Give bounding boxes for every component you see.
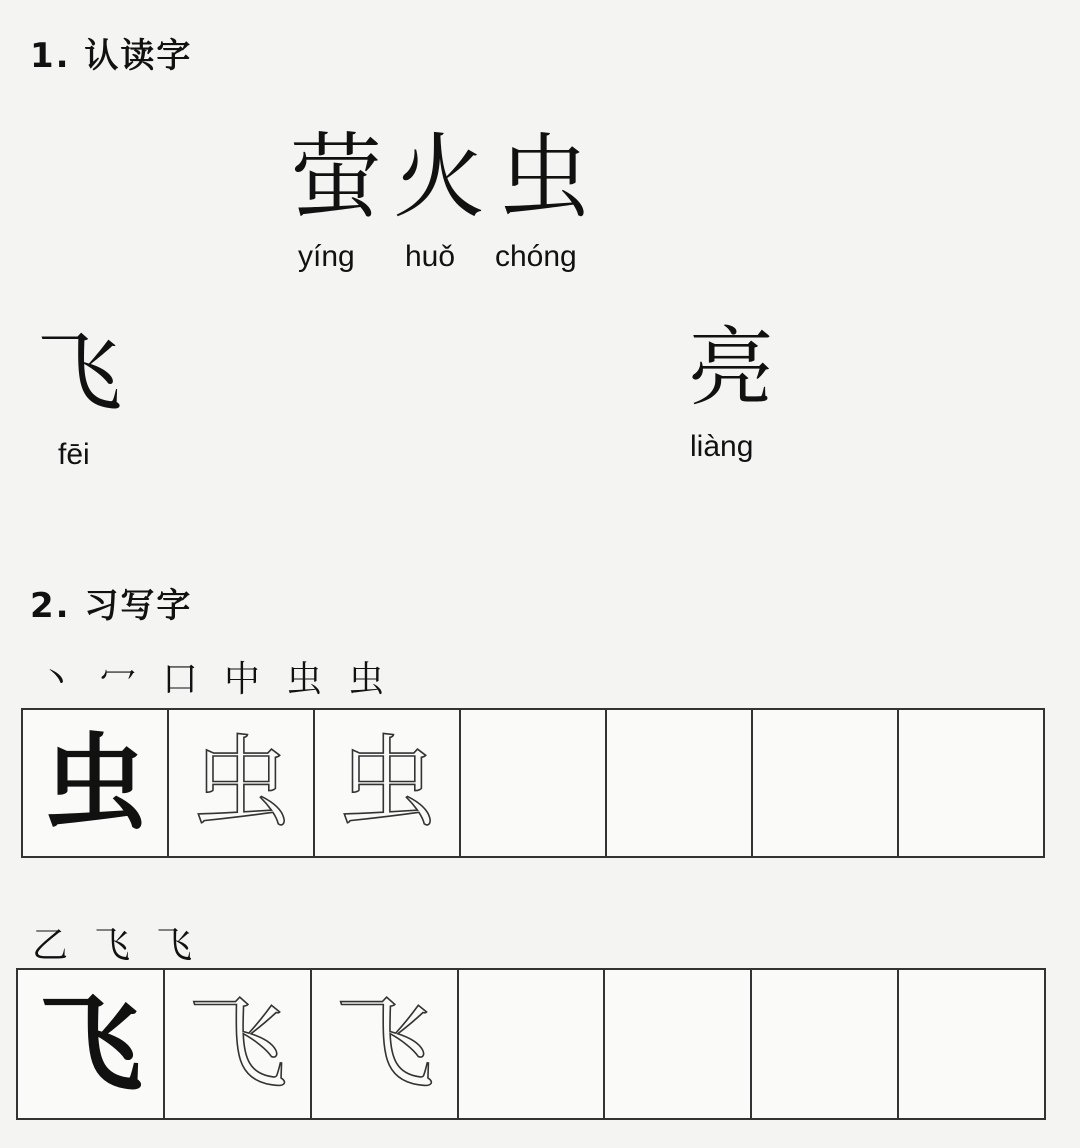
writing-grid-chong [21,708,1045,858]
word-char-3: 虫 [498,124,591,231]
trace-character: 飞 [187,985,288,1102]
trace-cell[interactable] [315,710,461,856]
blank-cell[interactable] [607,710,753,856]
single-pinyin-fei: fēi [58,438,90,471]
blank-cell[interactable] [752,970,899,1118]
stroke-step: 虫 [348,659,385,700]
stroke-order-chong [38,659,410,700]
stroke-step: 中 [224,659,261,700]
blank-cell[interactable] [899,970,1044,1118]
single-pinyin-liang: liàng [690,430,754,463]
trace-cell[interactable] [165,970,312,1118]
stroke-order-fei [32,925,218,966]
writing-grid-fei [16,968,1046,1120]
model-cell [18,970,165,1118]
blank-cell[interactable] [459,970,606,1118]
model-character: 飞 [38,982,143,1105]
model-cell [23,710,169,856]
stroke-step: 乙 [32,925,69,966]
stroke-step: 虫 [286,659,323,700]
blank-cell[interactable] [461,710,607,856]
single-char-fei: 飞 [36,323,122,423]
word-pinyin-3: chóng [495,240,577,273]
blank-cell[interactable] [753,710,899,856]
word-pinyin-2: huǒ [405,240,456,273]
model-character: 虫 [42,721,147,844]
trace-cell[interactable] [312,970,459,1118]
stroke-step: 飞 [94,925,131,966]
word-char-1: 萤 [290,124,383,231]
trace-cell[interactable] [169,710,315,856]
trace-character: 飞 [334,985,435,1102]
stroke-step: 飞 [156,925,193,966]
word-pinyin-1: yíng [298,240,355,273]
blank-cell[interactable] [605,970,752,1118]
stroke-step: 丶 [38,659,75,700]
stroke-step: 冖 [100,659,137,700]
trace-character: 虫 [191,724,291,841]
section2-title: 2. 习写字 [30,586,193,626]
single-char-liang: 亮 [688,318,774,418]
blank-cell[interactable] [899,710,1043,856]
section1-title: 1. 认读字 [30,36,193,76]
word-char-2: 火 [393,124,486,231]
trace-character: 虫 [337,724,437,841]
stroke-step: 口 [162,659,199,700]
